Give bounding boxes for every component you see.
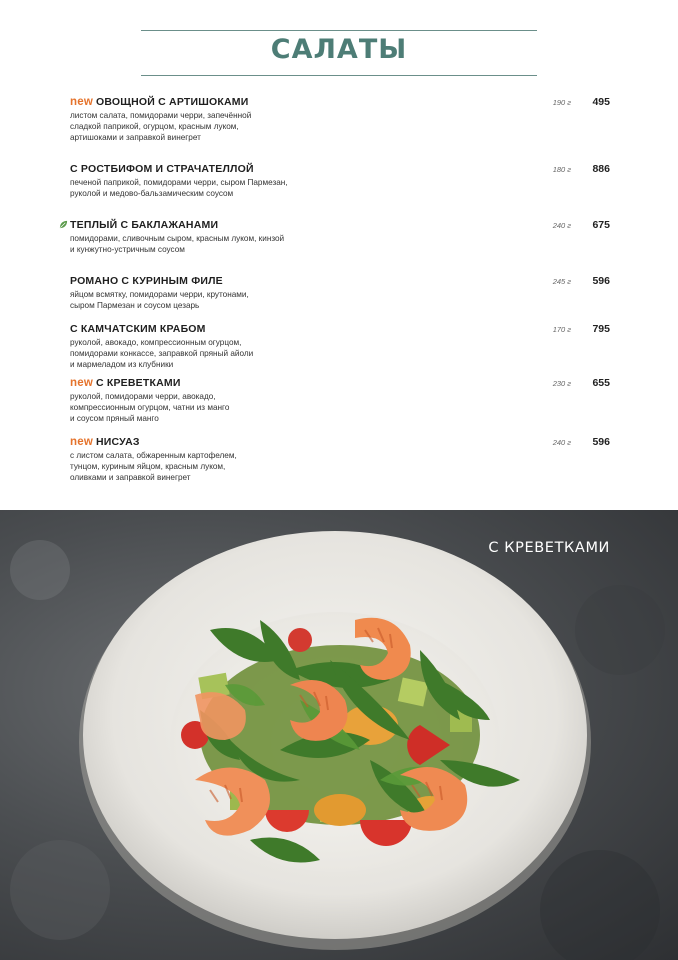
item-weight: 240 г xyxy=(552,221,571,230)
vegetarian-leaf-icon xyxy=(59,220,68,229)
new-badge: new xyxy=(70,96,93,108)
item-weight: 190 г xyxy=(552,98,571,107)
item-name: С РОСТБИФОМ И СТРАЧАТЕЛЛОЙ xyxy=(70,163,254,175)
item-price: 795 xyxy=(592,323,610,335)
menu-item xyxy=(70,219,615,255)
menu-item xyxy=(70,377,615,425)
menu-item xyxy=(70,436,615,484)
item-weight: 245 г xyxy=(552,277,571,286)
salad-plate-illustration xyxy=(0,510,678,960)
item-description: руколой, авокадо, компрессионным огурцом, помидорами конкассе, заправкой пряный айоли и мармеладом из клубники xyxy=(70,338,254,370)
new-badge: new xyxy=(70,377,93,389)
item-weight: 240 г xyxy=(552,438,571,447)
item-weight: 180 г xyxy=(552,165,571,174)
menu-item xyxy=(70,275,615,311)
item-description: яйцом всмятку, помидорами черри, крутонами, сыром Пармезан и соусом цезарь xyxy=(70,290,249,311)
item-price: 596 xyxy=(592,275,610,287)
menu-item xyxy=(70,163,615,199)
item-name: РОМАНО С КУРИНЫМ ФИЛЕ xyxy=(70,275,223,287)
item-name: ОВОЩНОЙ С АРТИШОКАМИ xyxy=(95,96,249,108)
title-top-rule xyxy=(141,30,537,31)
menu-item xyxy=(70,96,615,144)
item-name: ТЕПЛЫЙ С БАКЛАЖАНАМИ xyxy=(70,219,219,231)
page-title: САЛАТЫ xyxy=(270,34,408,65)
photo-caption: С КРЕВЕТКАМИ xyxy=(488,540,610,556)
new-badge: new xyxy=(70,436,93,448)
item-description: помидорами, сливочным сыром, красным луком, кинзой и кунжутно-устричным соусом xyxy=(70,234,285,255)
item-name-row xyxy=(70,323,615,336)
item-name-row xyxy=(70,436,615,449)
item-price: 886 xyxy=(592,163,610,175)
item-price: 495 xyxy=(592,96,610,108)
item-description: печеной паприкой, помидорами черри, сыром Пармезан, руколой и медово-бальзамическим соусом xyxy=(70,178,288,199)
item-description: руколой, помидорами черри, авокадо, компрессионным огурцом, чатни из манго и соусом пряный манго xyxy=(70,392,230,424)
item-name: С КАМЧАТСКИМ КРАБОМ xyxy=(70,323,206,335)
item-name: НИСУАЗ xyxy=(95,436,140,448)
item-name-row xyxy=(70,163,615,176)
title-bottom-rule xyxy=(141,75,537,76)
item-description: листом салата, помидорами черри, запечённой сладкой паприкой, огурцом, красным луком, артишоками и заправкой винегрет xyxy=(70,111,252,143)
item-name-row xyxy=(70,377,615,390)
menu-item xyxy=(70,323,615,371)
item-name-row xyxy=(70,219,615,232)
item-name-row xyxy=(70,275,615,288)
item-weight: 170 г xyxy=(552,325,571,334)
item-name: С КРЕВЕТКАМИ xyxy=(95,377,181,389)
item-description: с листом салата, обжаренным картофелем, тунцом, куриным яйцом, красным луком, оливками и заправкой винегрет xyxy=(70,451,237,483)
salad-photo xyxy=(0,510,678,960)
item-name-row xyxy=(70,96,615,109)
item-weight: 230 г xyxy=(552,379,571,388)
item-price: 596 xyxy=(592,436,610,448)
item-price: 675 xyxy=(592,219,610,231)
item-price: 655 xyxy=(592,377,610,389)
